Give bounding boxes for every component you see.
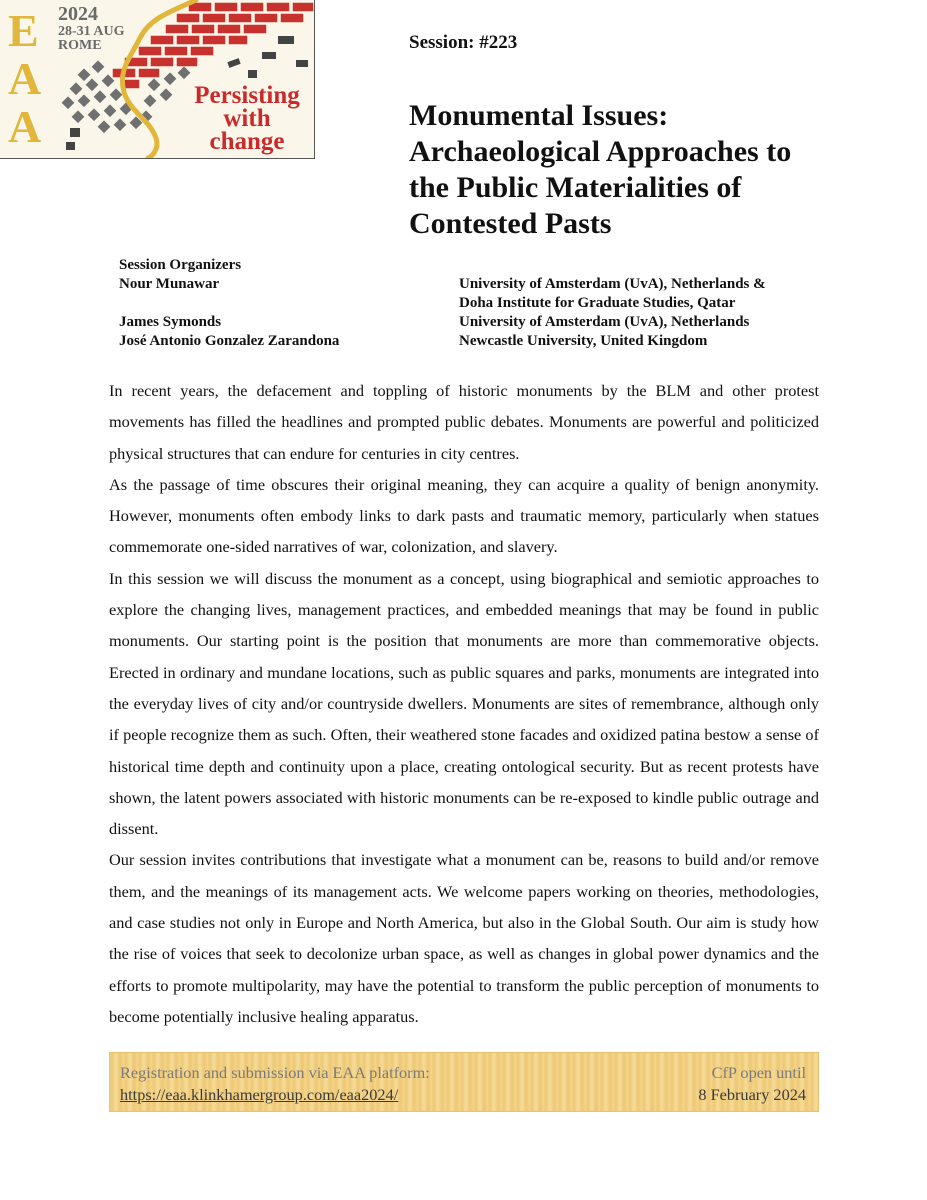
- logo-letter-a: A: [8, 53, 42, 104]
- cfp-open-text: CfP open until: [711, 1063, 806, 1082]
- registration-banner: [109, 1052, 819, 1112]
- logo-dates: 28-31 AUG: [58, 24, 125, 39]
- session-title-line: Contested Pasts: [409, 207, 612, 240]
- logo-letter-e: E: [8, 5, 39, 56]
- session-title-line: the Public Materialities of: [409, 171, 742, 204]
- session-number: Session: #223: [409, 32, 518, 53]
- organizer-affiliation: University of Amsterdam (UvA), Netherlands &: [459, 276, 766, 292]
- logo-slogan-line: Persisting: [194, 82, 300, 109]
- logo-year: 2024: [58, 3, 98, 25]
- session-title-line: Archaeological Approaches to: [409, 135, 792, 168]
- session-title-line: Monumental Issues:: [409, 99, 669, 132]
- logo-slogan-line: with: [223, 105, 271, 132]
- eaa-2024-logo: [0, 0, 315, 159]
- organizer-affiliation: Newcastle University, United Kingdom: [459, 333, 708, 349]
- organizer-name: Nour Munawar: [119, 276, 220, 292]
- logo-slogan-line: change: [209, 128, 285, 155]
- eaa-platform-link[interactable]: https://eaa.klinkhamergroup.com/eaa2024/: [120, 1085, 399, 1104]
- organizers-heading: Session Organizers: [119, 257, 242, 273]
- registration-text: Registration and submission via EAA platform:: [120, 1063, 430, 1082]
- abstract-paragraph: Our session invites contributions that investigate what a monument can be, reasons to build and/or remove them, and the meanings of its management acts. We welcome papers working on theories, methodologies, and case studies not only in Europe and North America, but also in the Global South. Our aim is study how the rise of voices that seek to decolonize urban space, as well as changes in global power dynamics and the efforts to promote multipolarity, may have the potential to transform the public perception of monuments to become potentially inclusive healing apparatus.: [109, 850, 819, 1026]
- session-title: [409, 98, 889, 242]
- session-abstract: [109, 375, 819, 1032]
- abstract-paragraph: In this session we will discuss the monument as a concept, using biographical and semiotic approaches to explore the changing lives, management practices, and embedded meanings that may be found in public monuments. Our starting point is the position that monuments are more than commemorative objects. Erected in ordinary and mundane locations, such as public squares and parks, monuments are integrated into the everyday lives of city and/or countryside dwellers. Monuments are sites of remembrance, although only if people recognize them as such. Often, their weathered stone facades and oxidized patina bestow a sense of historical time depth and continuity upon a place, creating ontological security. But as recent protests have shown, the latent powers associated with historic monuments can be re-exposed to kindle public outrage and dissent.: [109, 568, 819, 839]
- organizer-affiliation: University of Amsterdam (UvA), Netherlands: [459, 314, 750, 330]
- abstract-paragraph: As the passage of time obscures their original meaning, they can acquire a quality of benign anonymity. However, monuments often embody links to dark pasts and traumatic memory, particularly when statues commemorate one-sided narratives of war, colonization, and slavery.: [109, 474, 819, 557]
- logo-letter-a-second: A: [8, 101, 42, 152]
- abstract-paragraph: In recent years, the defacement and toppling of historic monuments by the BLM and other protest movements has filled the headlines and prompted public debates. Monuments are powerful and politicized physical structures that can endure for centuries in city centres.: [109, 381, 819, 463]
- logo-slogan: [183, 84, 311, 153]
- organizer-affiliation: Doha Institute for Graduate Studies, Qatar: [459, 295, 736, 311]
- cfp-deadline: 8 February 2024: [698, 1085, 806, 1104]
- logo-city: ROME: [58, 38, 102, 53]
- organizer-name: José Antonio Gonzalez Zarandona: [119, 333, 340, 349]
- organizer-name: James Symonds: [119, 314, 222, 330]
